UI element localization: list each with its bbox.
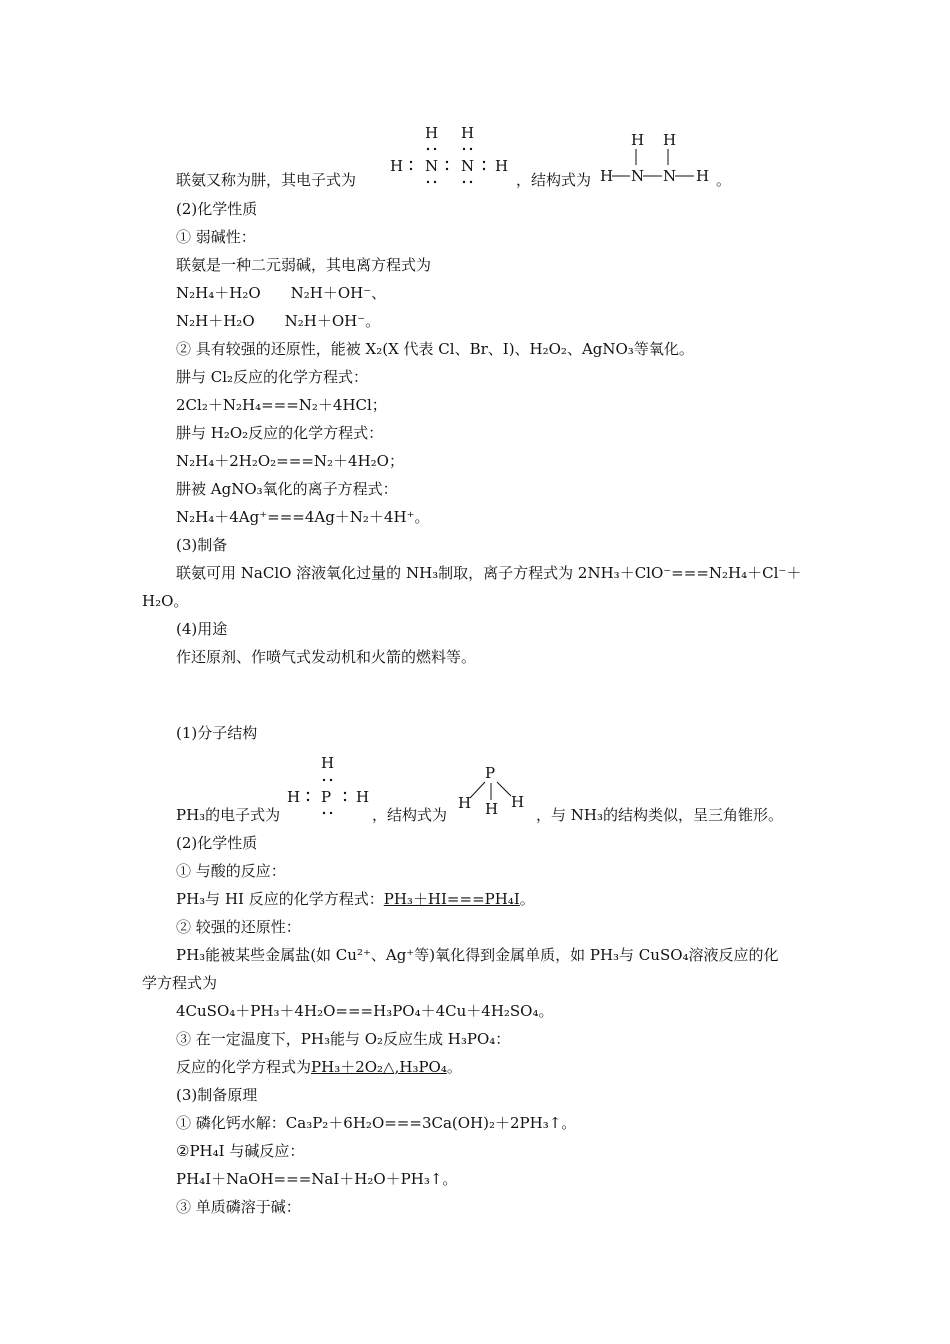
phosphine-reducing-heading: ② 较强的还原性： xyxy=(176,918,301,936)
cl2-reaction-equation: 2Cl₂＋N₂H₄===N₂＋4HCl； xyxy=(176,396,387,414)
phosphine-prep-heading: (3)制备原理 xyxy=(176,1086,258,1104)
weak-base-text: 联氨是一种二元弱碱，其电离方程式为 xyxy=(176,256,432,274)
end-mark: 。 xyxy=(446,1058,462,1076)
atom-h: H xyxy=(495,157,509,175)
ph4i-base-equation: PH₄I＋NaOH===NaI＋H₂O＋PH₃↑。 xyxy=(176,1170,458,1188)
o2-reaction-equation: PH₃＋2O₂△,H₃PO₄ xyxy=(311,1058,447,1076)
atom-h: H xyxy=(425,124,439,142)
phosphine-structure-label: ，结构式为 xyxy=(372,806,448,824)
atom-h: H xyxy=(485,800,499,818)
ionization-equation-2: N₂H＋H₂O N₂H＋OH⁻。 xyxy=(176,312,381,330)
atom-h: H xyxy=(511,793,525,811)
atom-h: H xyxy=(321,754,335,772)
ph4i-base-heading: ②PH₄I 与碱反应： xyxy=(176,1142,305,1160)
h2o2-reaction-equation: N₂H₄＋2H₂O₂===N₂＋4H₂O； xyxy=(176,452,404,470)
hydrazine-electron-label: 联氨又称为肼，其电子式为 xyxy=(176,171,357,189)
phosphorus-base-heading: ③ 单质磷溶于碱： xyxy=(176,1198,301,1216)
hydrazine-use-text: 作还原剂、作喷气式发动机和火箭的燃料等。 xyxy=(176,648,477,666)
agno3-reaction-label: 肼被 AgNO₃氧化的离子方程式： xyxy=(176,480,398,498)
weak-base-heading: ① 弱碱性： xyxy=(176,228,256,246)
ionization-equation-1: N₂H₄＋H₂O N₂H＋OH⁻、 xyxy=(176,284,387,302)
agno3-reaction-equation: N₂H₄＋4Ag⁺===4Ag＋N₂＋4H⁺。 xyxy=(176,508,430,526)
cl2-reaction-label: 肼与 Cl₂反应的化学方程式： xyxy=(176,368,369,386)
phosphine-structural-formula xyxy=(456,762,536,818)
atom-h: H xyxy=(696,167,710,185)
atom-h: H xyxy=(663,131,677,149)
end-mark: 。 xyxy=(716,171,732,189)
atom-n: N xyxy=(663,167,677,185)
atom-h: H xyxy=(458,794,472,812)
hydrazine-prep-text-continued: H₂O。 xyxy=(142,592,189,610)
atom-h: H xyxy=(600,167,614,185)
hydrazine-structure-label: ，结构式为 xyxy=(516,171,592,189)
phosphine-electron-formula xyxy=(284,752,374,824)
acid-reaction-heading: ① 与酸的反应： xyxy=(176,862,286,880)
end-mark: 。 xyxy=(519,890,535,908)
o2-reaction-line xyxy=(176,1057,462,1077)
atom-n: N xyxy=(631,167,645,185)
atom-p: P xyxy=(321,788,332,806)
metal-salt-text: PH₃能被某些金属盐(如 Cu²⁺、Ag⁺等)氧化得到金属单质，如 PH₃与 CuSO₄溶液反应的化 xyxy=(176,946,779,964)
atom-h: H xyxy=(631,131,645,149)
ca3p2-hydrolysis: ① 磷化钙水解：Ca₃P₂＋6H₂O===3Ca(OH)₂＋2PH₃↑。 xyxy=(176,1114,577,1132)
metal-salt-text-continued: 学方程式为 xyxy=(142,974,218,992)
atom-n: N xyxy=(461,157,475,175)
atom-h: H xyxy=(390,157,404,175)
cuso4-reaction-equation: 4CuSO₄＋PH₃＋4H₂O===H₃PO₄＋4Cu＋4H₂SO₄。 xyxy=(176,1002,554,1020)
hydrazine-prep-text: 联氨可用 NaClO 溶液氧化过量的 NH₃制取，离子方程式为 2NH₃＋ClO⁻===N₂H₄＋Cl⁻＋ xyxy=(176,564,802,582)
hi-reaction-equation: PH₃＋HI===PH₄I xyxy=(383,890,520,908)
hydrazine-prep-heading: (3)制备 xyxy=(176,536,228,554)
phosphine-structure-heading: (1)分子结构 xyxy=(176,724,258,742)
atom-h: H xyxy=(461,124,475,142)
hydrazine-electron-formula xyxy=(386,122,516,194)
atom-n: N xyxy=(425,157,439,175)
h2o2-reaction-label: 肼与 H₂O₂反应的化学方程式： xyxy=(176,424,384,442)
atom-h: H xyxy=(287,788,301,806)
hi-reaction-label: PH₃与 HI 反应的化学方程式： xyxy=(176,890,384,908)
o2-reaction-text: ③ 在一定温度下，PH₃能与 O₂反应生成 H₃PO₄： xyxy=(176,1030,511,1048)
hydrazine-chem-heading: (2)化学性质 xyxy=(176,200,258,218)
phosphine-electron-label: PH₃的电子式为 xyxy=(176,806,281,824)
hydrazine-use-heading: (4)用途 xyxy=(176,620,228,638)
phosphine-structure-tail: ，与 NH₃的结构类似，呈三角锥形。 xyxy=(536,806,783,824)
hi-reaction-line xyxy=(176,889,535,909)
hydrazine-structural-formula xyxy=(598,128,716,190)
atom-p: P xyxy=(485,764,496,782)
phosphine-chem-heading: (2)化学性质 xyxy=(176,834,258,852)
atom-h: H xyxy=(356,788,370,806)
o2-reaction-label: 反应的化学方程式为 xyxy=(176,1058,312,1076)
reducing-property-text: ② 具有较强的还原性，能被 X₂(X 代表 Cl、Br、I)、H₂O₂、AgNO₃等氧化。 xyxy=(176,340,694,358)
